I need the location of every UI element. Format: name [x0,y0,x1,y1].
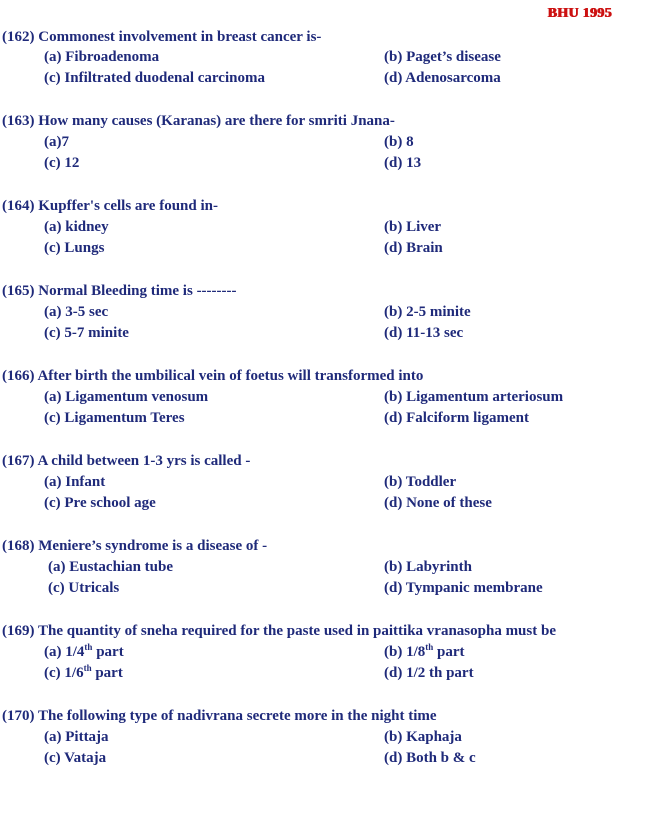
question-number: (164) [2,198,35,214]
question-text: Kupffer's cells are found in- [38,198,218,214]
option-a-suffix: part [92,644,124,660]
question-stem [2,368,423,385]
option-d[interactable]: (d) Falciform ligament [384,410,529,426]
question-stem [2,283,237,300]
option-a-main: (a) 1/4 [44,644,85,660]
option-a[interactable]: (a) 3-5 sec [44,304,109,320]
question-number: (165) [2,283,35,299]
question-text: The quantity of sneha required for the paste used in paittika vranasopha must be [37,623,556,639]
option-c[interactable]: (c) 12 [44,155,80,171]
option-b-main: (b) 1/8 [384,644,426,660]
option-c[interactable]: (c) 5-7 minite [44,325,129,341]
option-a[interactable]: (a) Fibroadenoma [44,49,160,65]
option-b[interactable]: (b) Ligamentum arteriosum [384,389,564,405]
question-stem [2,198,218,215]
option-b[interactable]: (b) 8 [384,134,414,150]
option-a[interactable]: (a) kidney [44,219,109,235]
question-text: Meniere’s syndrome is a disease of - [38,538,268,554]
question-stem [2,708,437,725]
option-c[interactable]: (c) Lungs [44,240,105,256]
option-c[interactable] [44,665,123,682]
option-b[interactable]: (b) Toddler [384,474,457,490]
option-b-superscript: th [425,642,434,652]
option-c[interactable]: (c) Pre school age [44,495,156,511]
option-d[interactable]: (d) Tympanic membrane [384,580,543,596]
option-d[interactable]: (d) 1/2 th part [384,665,474,681]
option-c-main: (c) 1/6 [44,665,84,681]
question-text: The following type of nadivrana secrete more in the night time [37,708,437,724]
option-b[interactable] [384,644,465,661]
option-d[interactable]: (d) None of these [384,495,492,511]
option-a[interactable]: (a)7 [44,134,69,150]
option-d[interactable]: (d) Adenosarcoma [384,70,501,86]
option-c-superscript: th [83,663,92,673]
question-number: (163) [2,113,35,129]
question-number: (168) [2,538,35,554]
option-c[interactable]: (c) Infiltrated duodenal carcinoma [44,70,265,86]
option-a-superscript: th [84,642,93,652]
question-number: (169) [2,623,35,639]
question-text: Commonest involvement in breast cancer is- [38,29,322,45]
question-stem [2,29,321,46]
question-stem [2,623,556,640]
question-text: How many causes (Karanas) are there for smriti Jnana- [38,113,395,129]
question-stem [2,453,250,470]
option-a[interactable]: (a) Eustachian tube [48,559,174,575]
option-b[interactable]: (b) Paget’s disease [384,49,501,65]
question-stem [2,538,267,555]
option-d[interactable]: (d) 11-13 sec [384,325,464,341]
option-b[interactable]: (b) Labyrinth [384,559,472,575]
exam-source-header: BHU 1995 [547,6,612,21]
option-b[interactable]: (b) Kaphaja [384,729,462,745]
question-text: Normal Bleeding time is -------- [38,283,237,299]
question-stem [2,113,395,130]
option-d[interactable]: (d) Brain [384,240,443,256]
option-b[interactable]: (b) Liver [384,219,442,235]
question-text: After birth the umbilical vein of foetus will transformed into [37,368,424,384]
option-c[interactable]: (c) Ligamentum Teres [44,410,185,426]
question-number: (162) [2,29,35,45]
option-c-suffix: part [91,665,123,681]
option-d[interactable]: (d) 13 [384,155,422,171]
question-text: A child between 1-3 yrs is called - [37,453,251,469]
question-number: (167) [2,453,35,469]
option-a[interactable]: (a) Infant [44,474,106,490]
option-d[interactable]: (d) Both b & c [384,750,476,766]
option-a[interactable] [44,644,124,661]
question-number: (166) [2,368,35,384]
option-b[interactable]: (b) 2-5 minite [384,304,471,320]
option-b-suffix: part [433,644,465,660]
option-a[interactable]: (a) Pittaja [44,729,109,745]
option-a[interactable]: (a) Ligamentum venosum [44,389,209,405]
question-number: (170) [2,708,35,724]
option-c[interactable]: (c) Vataja [44,750,107,766]
option-c[interactable]: (c) Utricals [48,580,120,596]
